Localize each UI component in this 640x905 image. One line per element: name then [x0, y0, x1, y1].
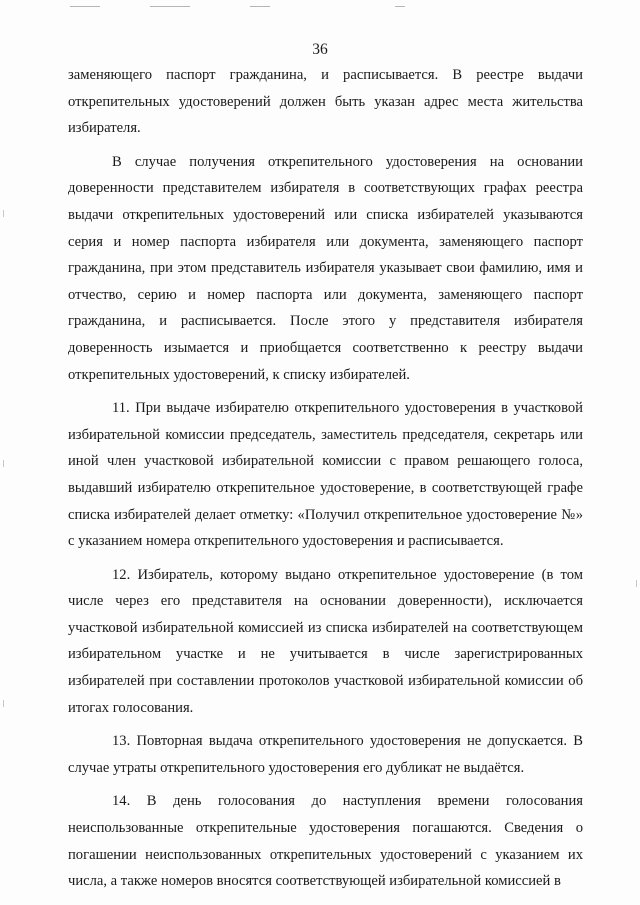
document-body — [68, 62, 583, 895]
paragraph: заменяющего паспорт гражданина, и расписывается. В реестре выдачи открепительных удостоверений должен быть указан адрес места жительства избирателя. — [68, 67, 583, 137]
page-number: 36 — [312, 41, 328, 58]
scan-artifact — [150, 6, 190, 7]
scan-artifact — [3, 700, 4, 707]
scan-artifact — [250, 6, 270, 7]
scan-artifact — [636, 580, 637, 587]
scan-artifact — [70, 6, 100, 7]
paragraph: 13. Повторная выдача открепительного удостоверения не допускается. В случае утраты открепительного удостоверения его дубликат не выдаётся. — [68, 733, 583, 776]
paragraph: 14. В день голосования до наступления времени голосования неиспользованные открепительные удостоверения погашаются. Сведения о погашении неиспользованных открепительных удостоверений с указанием их числа, а также номеров вносятся соответствующей избирательной комиссией в — [68, 793, 583, 890]
paragraph: 12. Избиратель, которому выдано открепительное удостоверение (в том числе через его представителя на основании доверенности), исключается участковой избирательной комиссией из списка избирателей на соответствующем избирательном участке и не учитывается в числе зарегистрированных избирателей при составлении протоколов участковой избирательной комиссии об итогах голосования. — [68, 566, 583, 716]
paragraph: В случае получения открепительного удостоверения на основании доверенности представителем избирателя в соответствующих графах реестра выдачи открепительных удостоверений или списка избирателей указываются серия и номер паспорта избирателя или документа, заменяющего паспорт гражданина, при этом представитель избирателя указывает свои фамилию, имя и отчество, серию и номер паспорта или документа, заменяющего паспорт гражданина, и расписывается. После этого у представителя избирателя доверенность изымается и приобщается соответственно к реестру выдачи открепительных удостоверений, к списку избирателей. — [68, 153, 583, 383]
scan-artifact — [3, 210, 4, 217]
scan-artifact — [395, 6, 405, 7]
paragraph: 11. При выдаче избирателю открепительного удостоверения в участковой избирательной комиссии председатель, заместитель председателя, секретарь или иной член участковой избирательной комиссии с правом решающего голоса, выдавший избирателю открепительное удостоверение, в соответствующей графе списка избирателей делает отметку: «Получил открепительное удостоверение №» с указанием номера открепительного удостоверения и расписывается. — [68, 400, 583, 550]
scan-artifact — [3, 460, 4, 467]
